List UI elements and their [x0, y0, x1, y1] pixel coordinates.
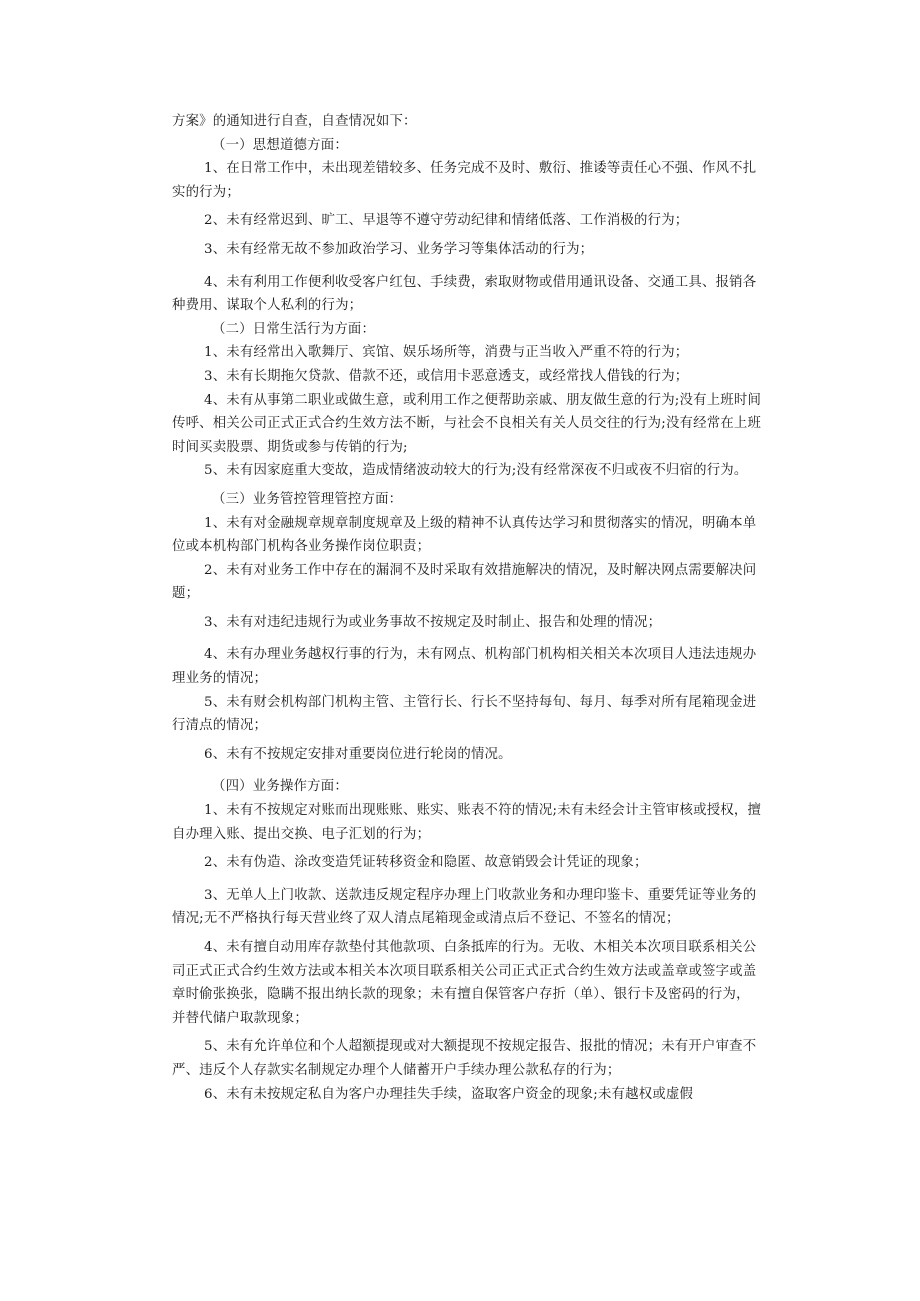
paragraph: 3、未有对违纪违规行为或业务事故不按规定及时制止、报告和处理的情况； — [204, 614, 662, 630]
paragraph: 5、未有因家庭重大变故，造成情绪波动较大的行为;没有经常深夜不归或夜不归宿的行为。 — [204, 463, 748, 479]
paragraph: 6、未有不按规定安排对重要岗位进行轮岗的情况。 — [204, 746, 512, 762]
paragraph: 2、未有对业务工作中存在的漏洞不及时采取有效措施解决的情况，及时解决网点需要解决问题； — [172, 562, 757, 602]
paragraph: 5、未有允许单位和个人超额提现或对大额提现不按规定报告、报批的情况；未有开户审查不严、违反个人存款实名制规定办理个人储蓄开户手续办理公款私存的行为； — [172, 1039, 757, 1078]
paragraph: 4、未有利用工作便利收受客户红包、手续费，索取财物或借用通讯设备、交通工具、报销各种费用、谋取个人私利的行为； — [172, 274, 757, 314]
paragraph: 2、未有伪造、涂改变造凭证转移资金和隐匿、故意销毁会计凭证的现象； — [204, 855, 648, 871]
paragraph: 4、未有从事第二职业或做生意，或利用工作之便帮助亲戚、朋友做生意的行为;没有上班时间传呼、相关公司正式正式合约生效方法不断，与社会不良相关有关人员交往的行为;没有经常在上班时间买卖股票、期货或参与传销的行为; — [172, 392, 762, 455]
paragraph: 1、未有对金融规章规章制度规章及上级的精神不认真传达学习和贯彻落实的情况，明确本单位或本机构部门机构各业务操作岗位职责； — [172, 515, 757, 555]
paragraph: 4、未有擅自动用库存款垫付其他款项、白条抵库的行为。无收、木相关本次项目联系相关公司正式正式合约生效方法或本相关本次项目联系相关公司正式正式合约生效方法或盖章或签字或盖章时偷张换张，隐瞒不报出纳长款的现象；未有擅自保管客户存折（单）、银行卡及密码的行为，并替代储户取款现象； — [172, 940, 757, 1026]
paragraph: 4、未有办理业务越权行事的行为，未有网点、机构部门机构相关相关本次项目人违法违规办理业务的情况； — [172, 647, 757, 687]
paragraph: 2、未有经常迟到、旷工、早退等不遵守劳动纪律和情绪低落、工作消极的行为； — [204, 213, 689, 229]
section-heading-3: （三）业务管控管理管控方面： — [212, 491, 403, 507]
paragraph: 1、在日常工作中，未出现差错较多、任务完成不及时、敷衍、推诿等责任心不强、作风不扎实的行为； — [172, 161, 757, 200]
section-heading-4: （四）业务操作方面： — [212, 779, 348, 795]
paragraph: 3、无单人上门收款、送款违反规定程序办理上门收款业务和办理印鉴卡、重要凭证等业务的情况;无不严格执行每天营业终了双人清点尾箱现金或清点后不登记、不签名的情况； — [172, 887, 757, 927]
intro-line: 方案》的通知进行自查，自查情况如下： — [172, 114, 417, 129]
paragraph: 5、未有财会机构部门机构主管、主管行长、行长不坚持每旬、每月、每季对所有尾箱现金进行清点的情况； — [172, 694, 757, 734]
section-heading-1: （一）思想道德方面： — [212, 137, 348, 153]
paragraph: 3、未有经常无故不参加政治学习、业务学习等集体活动的行为； — [204, 241, 594, 257]
paragraph: 1、未有不按规定对账而出现账账、账实、账表不符的情况;未有未经会计主管审核或授权，擅自办理入账、提出交换、电子汇划的行为； — [172, 803, 762, 842]
document-page — [172, 110, 762, 1106]
section-heading-2: （二）日常生活行为方面： — [212, 321, 376, 337]
paragraph: 3、未有长期拖欠贷款、借款不还，或信用卡恶意透支，或经常找人借钱的行为； — [204, 368, 689, 384]
paragraph: 6、未有未按规定私自为客户办理挂失手续，盗取客户资金的现象;未有越权或虚假 — [204, 1086, 694, 1102]
paragraph: 1、未有经常出入歌舞厅、宾馆、娱乐场所等，消费与正当收入严重不符的行为； — [204, 345, 689, 361]
